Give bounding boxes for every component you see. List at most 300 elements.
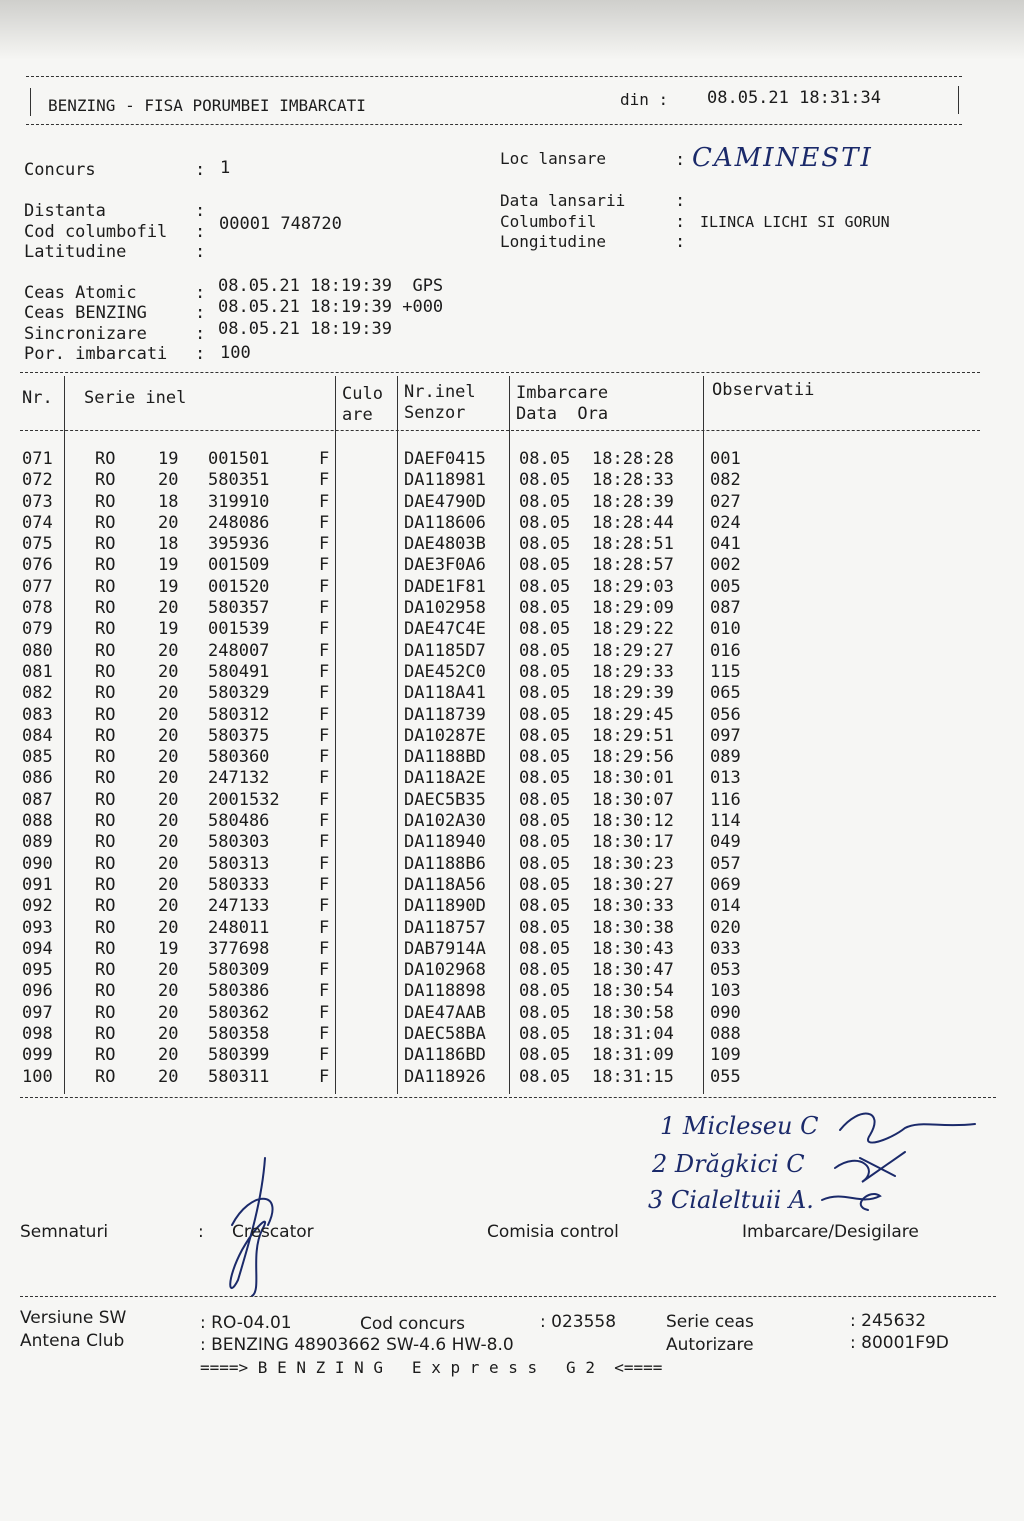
sex-cell: F <box>319 960 330 981</box>
ring-serial-cell: 319910 <box>208 491 270 512</box>
ring-year-cell: 20 <box>158 470 179 491</box>
sex-cell: F <box>319 555 330 576</box>
embark-date-cell: 08.05 <box>519 917 571 938</box>
cod-columbofil-label: Cod columbofil <box>24 222 168 242</box>
embark-time-cell: 18:30:54 <box>592 981 674 1002</box>
sensor-ring-cell: DA118A56 <box>404 874 486 895</box>
embark-date-cell: 08.05 <box>519 747 571 768</box>
ring-country-cell: RO <box>95 1066 116 1087</box>
embark-time-cell: 18:30:47 <box>592 960 674 981</box>
observation-cell: 027 <box>710 491 741 512</box>
sex-cell: F <box>319 576 330 597</box>
sensor-ring-cell: DA118739 <box>404 704 486 725</box>
ring-year-cell: 19 <box>158 576 179 597</box>
header-imbarcare-1: Imbarcare <box>516 383 609 403</box>
date-value: 08.05.21 18:31:34 <box>707 88 881 108</box>
observation-cell: 053 <box>710 960 741 981</box>
embark-date-cell: 08.05 <box>519 683 571 704</box>
sensor-ring-cell: DAE4803B <box>404 534 486 555</box>
row-number-cell: 082 <box>22 683 53 704</box>
embark-time-cell: 18:30:07 <box>592 789 674 810</box>
observation-cell: 010 <box>710 619 741 640</box>
sex-cell: F <box>319 491 330 512</box>
embark-date-cell: 08.05 <box>519 981 571 1002</box>
observation-cell: 056 <box>710 704 741 725</box>
data-lansarii-colon: : <box>675 191 686 211</box>
embark-date-cell: 08.05 <box>519 896 571 917</box>
concurs-label: Concurs <box>24 160 96 180</box>
observation-cell: 057 <box>710 853 741 874</box>
embark-time-cell: 18:28:28 <box>592 449 674 469</box>
ring-year-cell: 20 <box>158 874 179 895</box>
sex-cell: F <box>319 619 330 640</box>
row-number-cell: 099 <box>22 1045 53 1066</box>
row-number-cell: 092 <box>22 896 53 917</box>
ring-serial-cell: 580333 <box>208 874 270 895</box>
header-imbarcare-2: Data Ora <box>516 404 609 424</box>
ring-serial-cell: 001501 <box>208 449 270 469</box>
sensor-ring-cell: DAE3F0A6 <box>404 555 486 576</box>
ring-country-cell: RO <box>95 512 116 533</box>
benzing-express-banner: ====> B E N Z I N G E x p r e s s G 2 <==== <box>200 1358 663 1377</box>
embark-time-cell: 18:28:57 <box>592 555 674 576</box>
row-number-cell: 100 <box>22 1066 53 1087</box>
atomic-colon: : <box>195 283 206 303</box>
ring-year-cell: 19 <box>158 938 179 959</box>
row-number-cell: 086 <box>22 768 53 789</box>
ring-country-cell: RO <box>95 683 116 704</box>
embark-date-cell: 08.05 <box>519 555 571 576</box>
embark-date-cell: 08.05 <box>519 449 571 469</box>
ring-year-cell: 20 <box>158 725 179 746</box>
embark-time-cell: 18:29:09 <box>592 598 674 619</box>
embark-time-cell: 18:30:43 <box>592 938 674 959</box>
ring-year-cell: 20 <box>158 960 179 981</box>
sex-cell: F <box>319 1045 330 1066</box>
serie-ceas-value: : 245632 <box>850 1311 927 1331</box>
row-number-cell: 087 <box>22 789 53 810</box>
sensor-ring-cell: DA102A30 <box>404 811 486 832</box>
ring-country-cell: RO <box>95 768 116 789</box>
sex-cell: F <box>319 1066 330 1087</box>
row-number-cell: 077 <box>22 576 53 597</box>
embark-date-cell: 08.05 <box>519 853 571 874</box>
loc-lansare-label: Loc lansare <box>500 149 606 168</box>
embark-date-cell: 08.05 <box>519 512 571 533</box>
ring-serial-cell: 580399 <box>208 1045 270 1066</box>
ring-country-cell: RO <box>95 619 116 640</box>
ring-country-cell: RO <box>95 534 116 555</box>
sensor-ring-cell: DAE47C4E <box>404 619 486 640</box>
loc-colon: : <box>675 150 686 170</box>
sensor-ring-cell: DAE4790D <box>404 491 486 512</box>
ring-serial-cell: 001520 <box>208 576 270 597</box>
sensor-ring-cell: DAEC58BA <box>404 1024 486 1045</box>
sincronizare-label: Sincronizare <box>24 324 147 344</box>
sex-cell: F <box>319 832 330 853</box>
ring-serial-cell: 580486 <box>208 811 270 832</box>
ring-country-cell: RO <box>95 1024 116 1045</box>
ring-serial-cell: 248007 <box>208 640 270 661</box>
sensor-ring-cell: DA118926 <box>404 1066 486 1087</box>
data-lansarii-label: Data lansarii <box>500 191 626 210</box>
row-number-cell: 089 <box>22 832 53 853</box>
sensor-ring-cell: DA118757 <box>404 917 486 938</box>
ring-year-cell: 19 <box>158 449 179 469</box>
embark-date-cell: 08.05 <box>519 704 571 725</box>
row-number-cell: 071 <box>22 449 53 469</box>
ring-year-cell: 20 <box>158 598 179 619</box>
observation-cell: 089 <box>710 747 741 768</box>
ring-year-cell: 20 <box>158 1002 179 1023</box>
ring-year-cell: 20 <box>158 683 179 704</box>
benzing-colon: : <box>195 303 206 323</box>
header-nr-inel-2: Senzor <box>404 403 466 423</box>
ring-year-cell: 18 <box>158 491 179 512</box>
observation-cell: 114 <box>710 811 741 832</box>
concurs-value: 1 <box>220 158 231 178</box>
sensor-ring-cell: DA118606 <box>404 512 486 533</box>
ring-year-cell: 20 <box>158 981 179 1002</box>
ring-year-cell: 20 <box>158 832 179 853</box>
ring-serial-cell: 395936 <box>208 534 270 555</box>
sex-cell: F <box>319 768 330 789</box>
row-number-cell: 072 <box>22 470 53 491</box>
ceas-atomic-value: 08.05.21 18:19:39 GPS <box>218 276 444 296</box>
sensor-ring-cell: DAE47AAB <box>404 1002 486 1023</box>
ring-year-cell: 20 <box>158 896 179 917</box>
observation-cell: 016 <box>710 640 741 661</box>
commission-member-1-handwritten: 1 Micleseu C <box>660 1112 819 1140</box>
ring-year-cell: 20 <box>158 512 179 533</box>
distanta-colon: : <box>195 201 206 221</box>
ring-country-cell: RO <box>95 747 116 768</box>
ring-serial-cell: 580358 <box>208 1024 270 1045</box>
ring-serial-cell: 248086 <box>208 512 270 533</box>
ring-serial-cell: 580357 <box>208 598 270 619</box>
ring-serial-cell: 580386 <box>208 981 270 1002</box>
sincronizare-value: 08.05.21 18:19:39 <box>218 319 392 339</box>
sex-cell: F <box>319 470 330 491</box>
embark-time-cell: 18:30:01 <box>592 768 674 789</box>
ring-serial-cell: 580491 <box>208 661 270 682</box>
sensor-ring-cell: DA1188B6 <box>404 853 486 874</box>
ring-country-cell: RO <box>95 661 116 682</box>
row-number-cell: 074 <box>22 512 53 533</box>
observation-cell: 049 <box>710 832 741 853</box>
header-serie-inel: Serie inel <box>84 388 187 408</box>
lat-colon: : <box>195 242 206 262</box>
columbofil-colon: : <box>675 212 686 232</box>
ring-year-cell: 20 <box>158 853 179 874</box>
ring-year-cell: 20 <box>158 661 179 682</box>
sex-cell: F <box>319 874 330 895</box>
embark-date-cell: 08.05 <box>519 640 571 661</box>
embark-date-cell: 08.05 <box>519 619 571 640</box>
sensor-ring-cell: DAB7914A <box>404 938 486 959</box>
embark-time-cell: 18:28:33 <box>592 470 674 491</box>
ring-year-cell: 20 <box>158 768 179 789</box>
observation-cell: 024 <box>710 512 741 533</box>
embark-time-cell: 18:31:04 <box>592 1024 674 1045</box>
signature-1-scribble <box>840 1114 975 1143</box>
ring-year-cell: 20 <box>158 789 179 810</box>
concurs-colon: : <box>195 160 216 180</box>
embark-date-cell: 08.05 <box>519 534 571 555</box>
sex-cell: F <box>319 1024 330 1045</box>
embark-time-cell: 18:29:39 <box>592 683 674 704</box>
embark-time-cell: 18:31:09 <box>592 1045 674 1066</box>
signature-3-scribble <box>822 1194 880 1210</box>
row-number-cell: 085 <box>22 747 53 768</box>
ring-serial-cell: 001509 <box>208 555 270 576</box>
ring-year-cell: 20 <box>158 1066 179 1087</box>
row-number-cell: 073 <box>22 491 53 512</box>
sex-cell: F <box>319 938 330 959</box>
embark-time-cell: 18:29:22 <box>592 619 674 640</box>
row-number-cell: 088 <box>22 811 53 832</box>
sex-cell: F <box>319 683 330 704</box>
ring-country-cell: RO <box>95 470 116 491</box>
row-number-cell: 096 <box>22 981 53 1002</box>
antena-club-label: Antena Club <box>20 1331 125 1351</box>
sex-cell: F <box>319 981 330 1002</box>
row-number-cell: 076 <box>22 555 53 576</box>
row-number-cell: 095 <box>22 960 53 981</box>
ring-serial-cell: 580375 <box>208 725 270 746</box>
observation-cell: 087 <box>710 598 741 619</box>
embark-date-cell: 08.05 <box>519 768 571 789</box>
versiune-sw-value: : RO-04.01 <box>200 1313 292 1333</box>
observation-cell: 001 <box>710 449 741 469</box>
columbofil-label: Columbofil <box>500 212 597 231</box>
ring-country-cell: RO <box>95 874 116 895</box>
header-culoare-1: Culo <box>342 384 383 404</box>
antena-club-value: : BENZING 48903662 SW-4.6 HW-8.0 <box>200 1335 514 1355</box>
sensor-ring-cell: DAE452C0 <box>404 661 486 682</box>
ring-country-cell: RO <box>95 449 116 469</box>
sensor-ring-cell: DADE1F81 <box>404 576 486 597</box>
ring-year-cell: 19 <box>158 619 179 640</box>
ring-serial-cell: 248011 <box>208 917 270 938</box>
cod-colon: : <box>195 222 206 242</box>
embark-date-cell: 08.05 <box>519 576 571 597</box>
ring-country-cell: RO <box>95 555 116 576</box>
autorizare-value: : 80001F9D <box>850 1333 949 1353</box>
observation-cell: 041 <box>710 534 741 555</box>
sex-cell: F <box>319 598 330 619</box>
distanta-label: Distanta <box>24 201 106 221</box>
ring-year-cell: 20 <box>158 1045 179 1066</box>
embark-time-cell: 18:29:27 <box>592 640 674 661</box>
embark-date-cell: 08.05 <box>519 789 571 810</box>
observation-cell: 055 <box>710 1066 741 1087</box>
ceas-atomic-label: Ceas Atomic <box>24 283 137 303</box>
ring-year-cell: 20 <box>158 704 179 725</box>
embark-time-cell: 18:29:51 <box>592 725 674 746</box>
sex-cell: F <box>319 747 330 768</box>
observation-cell: 103 <box>710 981 741 1002</box>
sex-cell: F <box>319 661 330 682</box>
sensor-ring-cell: DA118A41 <box>404 683 486 704</box>
embark-time-cell: 18:29:45 <box>592 704 674 725</box>
embark-date-cell: 08.05 <box>519 832 571 853</box>
embark-time-cell: 18:31:15 <box>592 1066 674 1087</box>
cod-concurs-value: : 023558 <box>540 1312 617 1332</box>
ring-year-cell: 18 <box>158 534 179 555</box>
ring-serial-cell: 2001532 <box>208 789 280 810</box>
sensor-ring-cell: DA1185D7 <box>404 640 486 661</box>
ring-serial-cell: 247132 <box>208 768 270 789</box>
embark-date-cell: 08.05 <box>519 1002 571 1023</box>
longitudine-label: Longitudine <box>500 232 606 251</box>
ring-country-cell: RO <box>95 598 116 619</box>
observation-cell: 109 <box>710 1045 741 1066</box>
ring-country-cell: RO <box>95 981 116 1002</box>
embark-time-cell: 18:30:38 <box>592 917 674 938</box>
embark-date-cell: 08.05 <box>519 470 571 491</box>
loc-lansare-value-handwritten: CAMINESTI <box>692 143 873 173</box>
observation-cell: 115 <box>710 661 741 682</box>
row-number-cell: 079 <box>22 619 53 640</box>
ring-country-cell: RO <box>95 917 116 938</box>
embark-time-cell: 18:30:17 <box>592 832 674 853</box>
sensor-ring-cell: DA118940 <box>404 832 486 853</box>
crescator-label: Crescator <box>232 1222 314 1242</box>
embark-time-cell: 18:29:03 <box>592 576 674 597</box>
commission-member-2-handwritten: 2 Drăgkici C <box>652 1150 805 1178</box>
observation-cell: 020 <box>710 917 741 938</box>
date-label: din : <box>620 90 669 109</box>
header-culoare-2: are <box>342 405 373 425</box>
porumbei-imbarcati-value: 100 <box>220 343 251 363</box>
sensor-ring-cell: DA118981 <box>404 470 486 491</box>
ring-serial-cell: 580311 <box>208 1066 270 1087</box>
row-number-cell: 097 <box>22 1002 53 1023</box>
observation-cell: 097 <box>710 725 741 746</box>
row-number-cell: 081 <box>22 661 53 682</box>
embark-time-cell: 18:28:39 <box>592 491 674 512</box>
sex-cell: F <box>319 512 330 533</box>
ring-country-cell: RO <box>95 832 116 853</box>
columbofil-value: ILINCA LICHI SI GORUN <box>700 213 890 231</box>
sensor-ring-cell: DA118A2E <box>404 768 486 789</box>
sex-cell: F <box>319 449 330 469</box>
porumbei-imbarcati-label: Por. imbarcati <box>24 344 168 364</box>
ring-country-cell: RO <box>95 640 116 661</box>
ring-serial-cell: 580351 <box>208 470 270 491</box>
ring-serial-cell: 580313 <box>208 853 270 874</box>
embark-time-cell: 18:28:44 <box>592 512 674 533</box>
observation-cell: 033 <box>710 938 741 959</box>
ring-country-cell: RO <box>95 896 116 917</box>
observation-cell: 013 <box>710 768 741 789</box>
observation-cell: 082 <box>710 470 741 491</box>
embark-time-cell: 18:29:33 <box>592 661 674 682</box>
observation-cell: 116 <box>710 789 741 810</box>
ring-country-cell: RO <box>95 725 116 746</box>
sex-cell: F <box>319 853 330 874</box>
observation-cell: 088 <box>710 1024 741 1045</box>
sheet-title: BENZING - FISA PORUMBEI IMBARCATI <box>48 96 366 115</box>
row-number-cell: 098 <box>22 1024 53 1045</box>
ring-year-cell: 20 <box>158 1024 179 1045</box>
ring-country-cell: RO <box>95 938 116 959</box>
ring-serial-cell: 377698 <box>208 938 270 959</box>
embark-date-cell: 08.05 <box>519 960 571 981</box>
sex-cell: F <box>319 811 330 832</box>
sex-cell: F <box>319 1002 330 1023</box>
observation-cell: 069 <box>710 874 741 895</box>
ring-country-cell: RO <box>95 789 116 810</box>
sex-cell: F <box>319 725 330 746</box>
ring-country-cell: RO <box>95 811 116 832</box>
ring-serial-cell: 247133 <box>208 896 270 917</box>
sensor-ring-cell: DAEC5B35 <box>404 789 486 810</box>
ring-serial-cell: 580362 <box>208 1002 270 1023</box>
observation-cell: 002 <box>710 555 741 576</box>
embark-date-cell: 08.05 <box>519 938 571 959</box>
ring-year-cell: 20 <box>158 917 179 938</box>
row-number-cell: 075 <box>22 534 53 555</box>
ring-country-cell: RO <box>95 1002 116 1023</box>
signature-2-scribble <box>835 1152 905 1182</box>
sex-cell: F <box>319 896 330 917</box>
embark-time-cell: 18:30:33 <box>592 896 674 917</box>
cod-concurs-label: Cod concurs <box>360 1314 465 1334</box>
row-number-cell: 094 <box>22 938 53 959</box>
header-observatii: Observatii <box>712 380 815 400</box>
row-number-cell: 083 <box>22 704 53 725</box>
embark-date-cell: 08.05 <box>519 874 571 895</box>
embark-date-cell: 08.05 <box>519 491 571 512</box>
long-colon: : <box>675 232 686 252</box>
sensor-ring-cell: DA102958 <box>404 598 486 619</box>
sensor-ring-cell: DA1188BD <box>404 747 486 768</box>
embark-time-cell: 18:30:27 <box>592 874 674 895</box>
ceas-benzing-label: Ceas BENZING <box>24 303 147 323</box>
ring-country-cell: RO <box>95 491 116 512</box>
ring-serial-cell: 580312 <box>208 704 270 725</box>
serie-ceas-label: Serie ceas <box>666 1312 754 1332</box>
sensor-ring-cell: DA1186BD <box>404 1045 486 1066</box>
ring-country-cell: RO <box>95 1045 116 1066</box>
sync-colon: : <box>195 324 206 344</box>
latitudine-label: Latitudine <box>24 242 127 262</box>
row-number-cell: 084 <box>22 725 53 746</box>
sensor-ring-cell: DAEF0415 <box>404 449 486 469</box>
observation-cell: 090 <box>710 1002 741 1023</box>
embark-time-cell: 18:30:23 <box>592 853 674 874</box>
embark-date-cell: 08.05 <box>519 598 571 619</box>
por-colon: : <box>195 344 206 364</box>
ring-serial-cell: 580329 <box>208 683 270 704</box>
row-number-cell: 080 <box>22 640 53 661</box>
imbarcare-desigilare-label: Imbarcare/Desigilare <box>742 1222 919 1242</box>
sex-cell: F <box>319 704 330 725</box>
ring-serial-cell: 580309 <box>208 960 270 981</box>
cod-columbofil-value: 00001 748720 <box>219 214 342 234</box>
ceas-benzing-value: 08.05.21 18:19:39 +000 <box>218 297 444 317</box>
observation-cell: 014 <box>710 896 741 917</box>
sensor-ring-cell: DA11890D <box>404 896 486 917</box>
commission-member-3-handwritten: 3 Cialeltuii A. <box>648 1186 814 1214</box>
ring-year-cell: 20 <box>158 640 179 661</box>
header-nr: Nr. <box>22 388 53 408</box>
ring-serial-cell: 001539 <box>208 619 270 640</box>
observation-cell: 005 <box>710 576 741 597</box>
semnaturi-colon: : <box>198 1222 204 1242</box>
